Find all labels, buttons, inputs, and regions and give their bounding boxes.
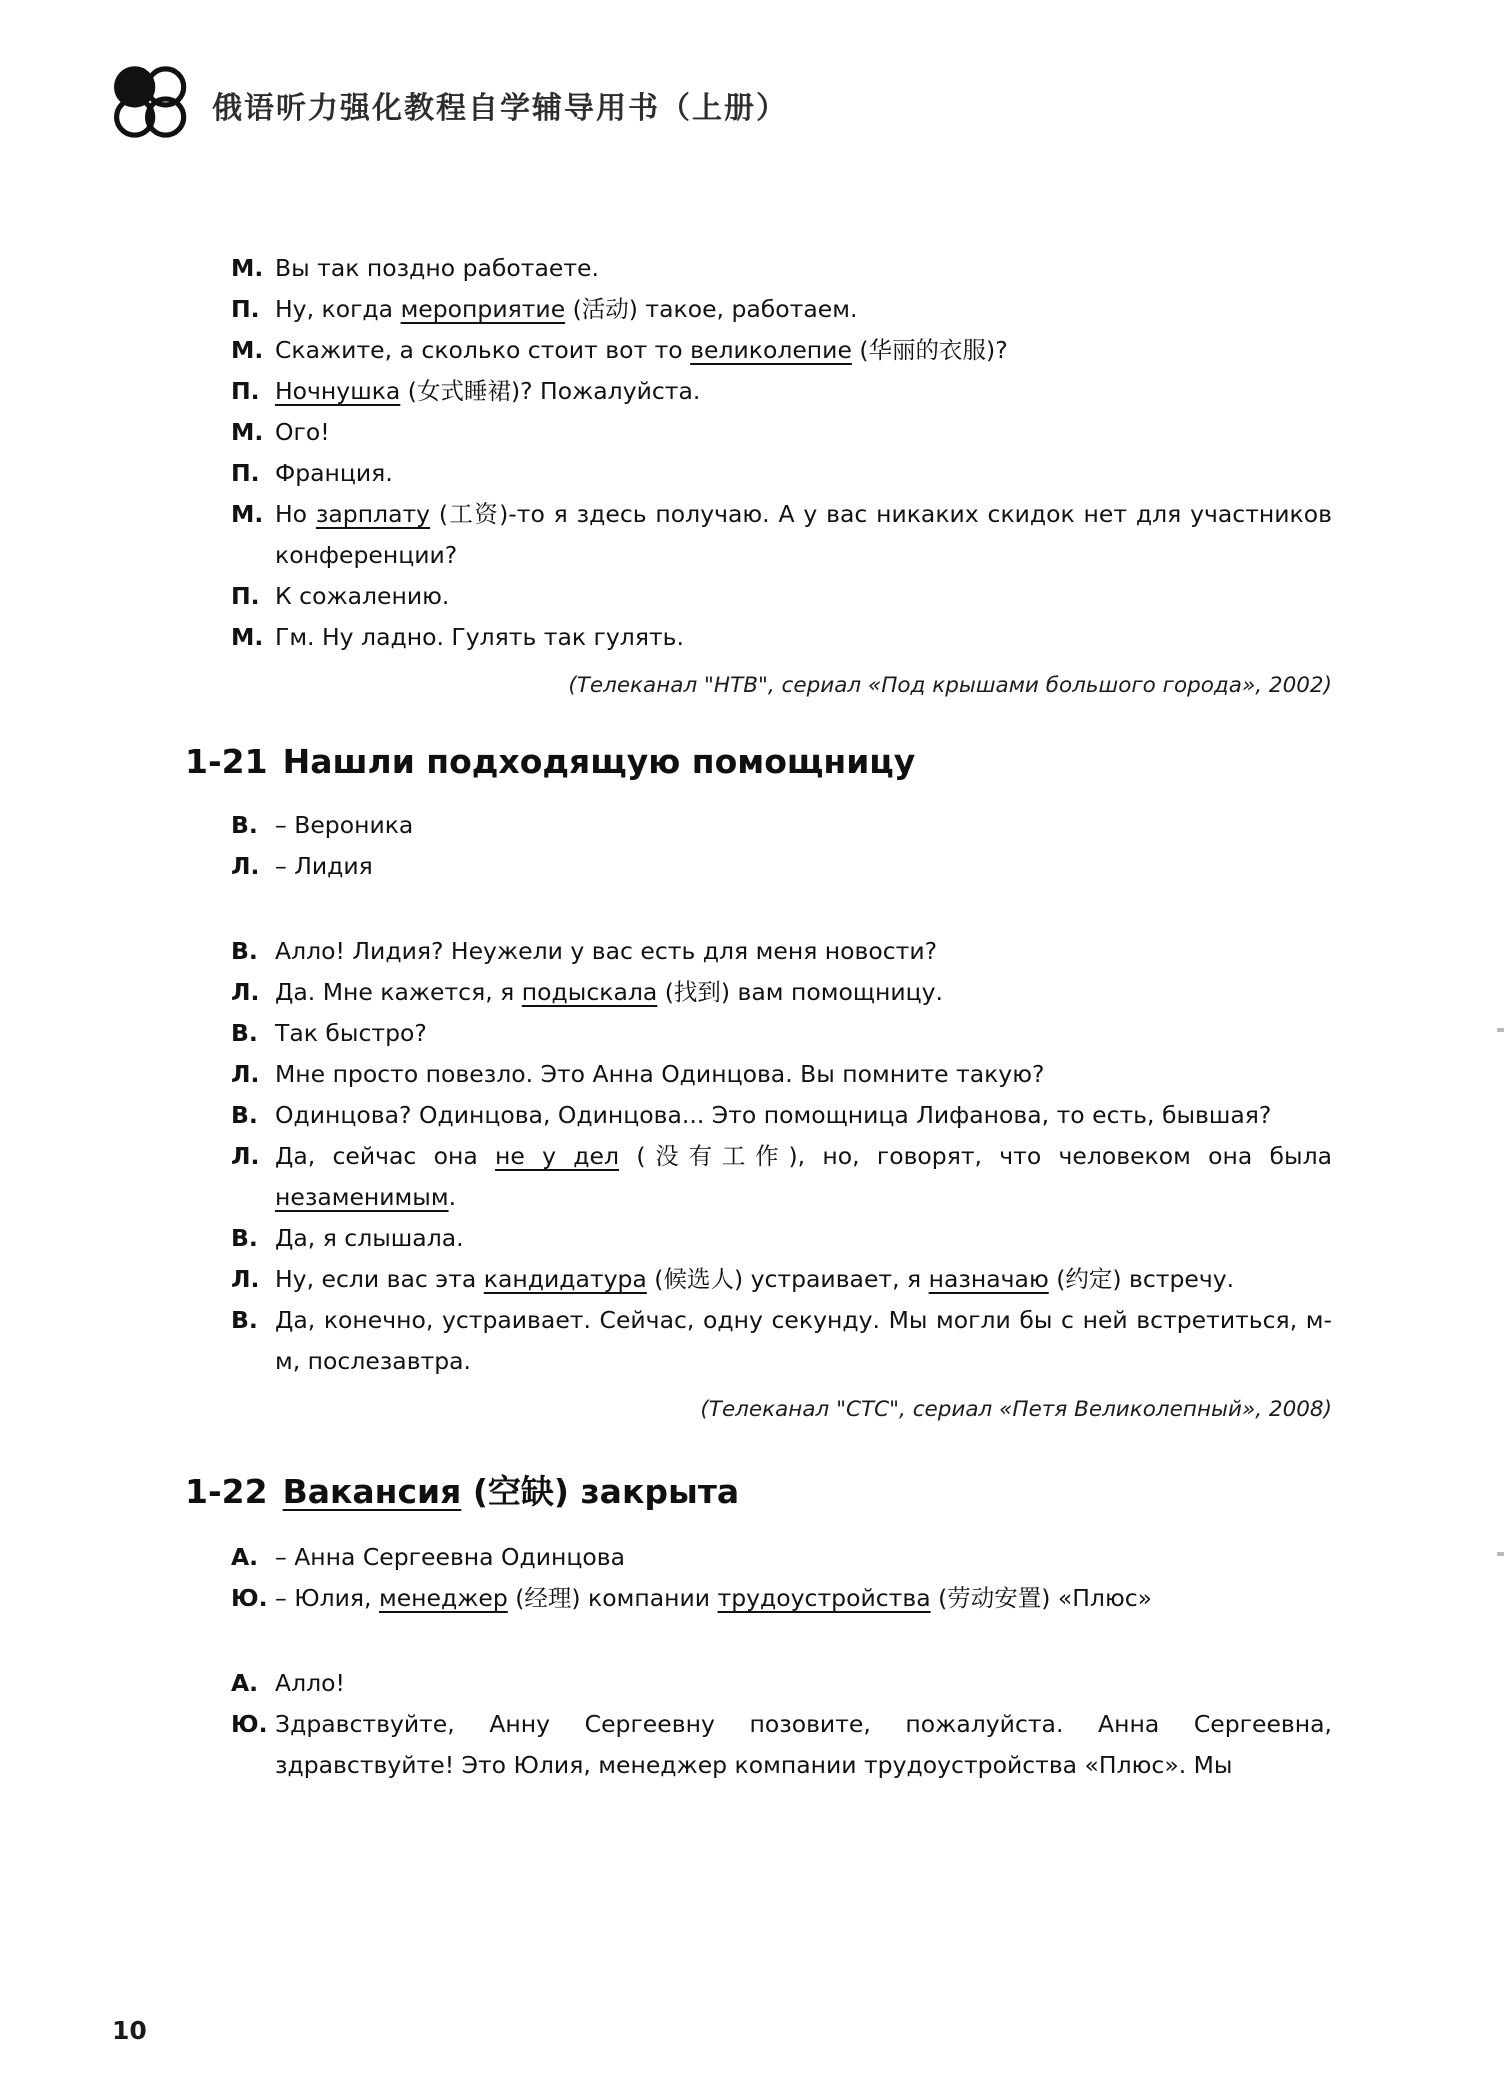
underlined-term: зарплату: [315, 500, 431, 528]
text-segment: (经理) компании: [507, 1584, 718, 1612]
dialogue-line: [231, 1578, 1332, 1619]
speaker-label: В.: [231, 1019, 258, 1047]
text-segment: Так быстро?: [275, 1019, 427, 1047]
speaker-label: В.: [231, 937, 258, 965]
dialogue-text: [275, 617, 1332, 658]
text-segment: (华丽的衣服)?: [851, 336, 1008, 364]
underlined-term: Вакансия: [282, 1472, 462, 1511]
text-segment: .: [448, 1183, 457, 1211]
text-segment: Да, конечно, устраивает. Сейчас, одну секунду. Мы могли бы с ней встретиться, м-м, послезавтра.: [275, 1306, 1332, 1375]
section-heading: [185, 742, 1332, 781]
dialogue-line: [231, 972, 1332, 1013]
underlined-term: мероприятие: [400, 295, 566, 323]
section-title: [283, 742, 916, 781]
dialogue-text: [275, 1095, 1332, 1136]
text-segment: – Лидия: [275, 852, 373, 880]
dialogue-line: [231, 846, 1332, 887]
dialogue-line: [231, 931, 1332, 972]
speaker-label: Л.: [231, 1142, 260, 1170]
text-segment: К сожалению.: [275, 582, 450, 610]
speaker-label: А.: [231, 1543, 259, 1571]
speaker-label: М.: [231, 254, 264, 282]
underlined-term: кандидатура: [483, 1265, 647, 1293]
text-segment: (找到) вам помощницу.: [657, 978, 943, 1006]
page-number: 10: [112, 2016, 147, 2045]
speaker-label: В.: [231, 1101, 258, 1129]
cast-list: [231, 805, 1332, 887]
speaker-label: М.: [231, 623, 264, 651]
attribution: (Телеканал "СТС", сериал «Петя Великолепный», 2008): [700, 1397, 1332, 1422]
dialogue-line: [231, 1095, 1332, 1136]
dialogue-block: [231, 931, 1332, 1382]
underlined-term: великолепие: [690, 336, 852, 364]
speaker-label: В.: [231, 811, 258, 839]
underlined-term: Ночнушка: [275, 377, 401, 405]
dialogue-line: [231, 1136, 1332, 1218]
speaker-label: Ю.: [231, 1710, 268, 1738]
dialogue-line: [231, 576, 1332, 617]
text-segment: Одинцова? Одинцова, Одинцова... Это помощница Лифанова, то есть, бывшая?: [275, 1101, 1272, 1129]
dialogue-text: [275, 805, 1332, 846]
dialogue-text: [275, 1537, 1332, 1578]
text-segment: Ого!: [275, 418, 330, 446]
text-segment: – Вероника: [275, 811, 414, 839]
dialogue-text: [275, 972, 1332, 1013]
dialogue-text: [275, 931, 1332, 972]
dialogue-line: [231, 1054, 1332, 1095]
dialogue-line: [231, 371, 1332, 412]
text-segment: Франция.: [275, 459, 393, 487]
dialogue-line: [231, 805, 1332, 846]
dialogue-line: [231, 1013, 1332, 1054]
speaker-label: М.: [231, 336, 264, 364]
dialogue-line: [231, 617, 1332, 658]
speaker-label: П.: [231, 377, 260, 405]
text-segment: Скажите, а сколько стоит вот то: [275, 336, 691, 364]
underlined-term: трудоустройства: [717, 1584, 931, 1612]
speaker-label: М.: [231, 418, 264, 446]
text-segment: – Юлия,: [275, 1584, 379, 1612]
dialogue-text: [275, 412, 1332, 453]
speaker-label: А.: [231, 1669, 259, 1697]
section-number: 1-22: [185, 1472, 268, 1511]
speaker-label: Л.: [231, 1265, 260, 1293]
dialogue-line: [231, 1218, 1332, 1259]
text-segment: Ну, когда: [275, 295, 401, 323]
text-segment: – Анна Сергеевна Одинцова: [275, 1543, 626, 1571]
text-segment: Да, я слышала.: [275, 1224, 464, 1252]
text-segment: Ну, если вас эта: [275, 1265, 484, 1293]
underlined-term: не у дел: [495, 1142, 620, 1170]
speaker-label: М.: [231, 500, 264, 528]
dialogue-text: [275, 1136, 1332, 1218]
text-segment: Мне просто повезло. Это Анна Одинцова. Вы помните такую?: [275, 1060, 1045, 1088]
speaker-label: Ю.: [231, 1584, 268, 1612]
dialogue-line: [231, 1259, 1332, 1300]
text-segment: Да. Мне кажется, я: [275, 978, 522, 1006]
dialogue-line: [231, 330, 1332, 371]
dialogue-text: [275, 1663, 1332, 1704]
dialogue-text: [275, 453, 1332, 494]
dialogue-text: [275, 494, 1332, 576]
text-segment: Алло! Лидия? Неужели у вас есть для меня новости?: [275, 937, 938, 965]
underlined-term: назначаю: [928, 1265, 1049, 1293]
speaker-label: Л.: [231, 852, 260, 880]
cast-list: [231, 1537, 1332, 1619]
dialogue-text: [275, 248, 1332, 289]
dialogue-text: [275, 1218, 1332, 1259]
speaker-label: Л.: [231, 1060, 260, 1088]
dialogue-line: [231, 1300, 1332, 1382]
section-title: [283, 1466, 740, 1513]
speaker-label: П.: [231, 459, 260, 487]
scan-artifact: [1497, 1028, 1504, 1032]
dialogue-text: [275, 289, 1332, 330]
dialogue-line: [231, 289, 1332, 330]
dialogue-line: [231, 1537, 1332, 1578]
scan-artifact: [1497, 1552, 1504, 1556]
text-segment: (劳动安置) «Плюс»: [930, 1584, 1153, 1612]
underlined-term: незаменимым: [275, 1183, 449, 1211]
book-title: 俄语听力强化教程自学辅导用书（上册）: [212, 91, 788, 126]
text-segment: (活动) такое, работаем.: [565, 295, 858, 323]
text-segment: Да, сейчас она: [275, 1142, 496, 1170]
dialogue-text: [275, 371, 1332, 412]
underlined-term: менеджер: [378, 1584, 508, 1612]
text-segment: Здравствуйте, Анну Сергеевну позовите, пожалуйста. Анна Сергеевна, здравствуйте! Это Юлия, менеджер компании трудоустройства «Плюс». Мы: [275, 1710, 1332, 1779]
dialogue-line: [231, 1663, 1332, 1704]
dialogue-block: [231, 1663, 1332, 1786]
dialogue-text: [275, 330, 1332, 371]
dialogue-text: [275, 1054, 1332, 1095]
underlined-term: подыскала: [521, 978, 658, 1006]
speaker-label: П.: [231, 295, 260, 323]
dialogue-line: [231, 1704, 1332, 1786]
dialogue-text: [275, 846, 1332, 887]
speaker-label: Л.: [231, 978, 260, 1006]
dialogue-block: [231, 248, 1332, 658]
dialogue-line: [231, 412, 1332, 453]
interlocking-circles-logo-icon: [108, 62, 194, 148]
dialogue-text: [275, 1300, 1332, 1382]
dialogue-text: [275, 1013, 1332, 1054]
dialogue-text: [275, 1704, 1332, 1786]
page-header: [108, 62, 788, 148]
attribution: (Телеканал "НТВ", сериал «Под крышами большого города», 2002): [568, 673, 1332, 698]
dialogue-line: [231, 248, 1332, 289]
speaker-label: П.: [231, 582, 260, 610]
text-segment: (没有工作), но, говорят, что человеком она была: [619, 1142, 1333, 1170]
section-heading: [185, 1466, 1332, 1513]
dialogue-text: [275, 1259, 1332, 1300]
text-segment: Вы так поздно работаете.: [275, 254, 599, 282]
speaker-label: В.: [231, 1306, 258, 1334]
section-number: 1-21: [185, 742, 268, 781]
text-segment: Но: [275, 500, 316, 528]
text-segment: Гм. Ну ладно. Гулять так гулять.: [275, 623, 684, 651]
text-segment: (候选人) устраивает, я: [646, 1265, 929, 1293]
dialogue-text: [275, 1578, 1332, 1619]
dialogue-line: [231, 494, 1332, 576]
text-segment: (约定) встречу.: [1048, 1265, 1235, 1293]
dialogue-text: [275, 576, 1332, 617]
text-segment: (工资)-то я здесь получаю. А у вас никаких скидок нет для участников конференции?: [275, 500, 1332, 569]
text-segment: Нашли подходящую помощницу: [282, 742, 916, 781]
text-segment: (空缺) закрыта: [461, 1472, 740, 1511]
content: [185, 248, 1333, 1786]
speaker-label: В.: [231, 1224, 258, 1252]
dialogue-line: [231, 453, 1332, 494]
text-segment: (女式睡裙)? Пожалуйста.: [400, 377, 701, 405]
text-segment: Алло!: [275, 1669, 345, 1697]
